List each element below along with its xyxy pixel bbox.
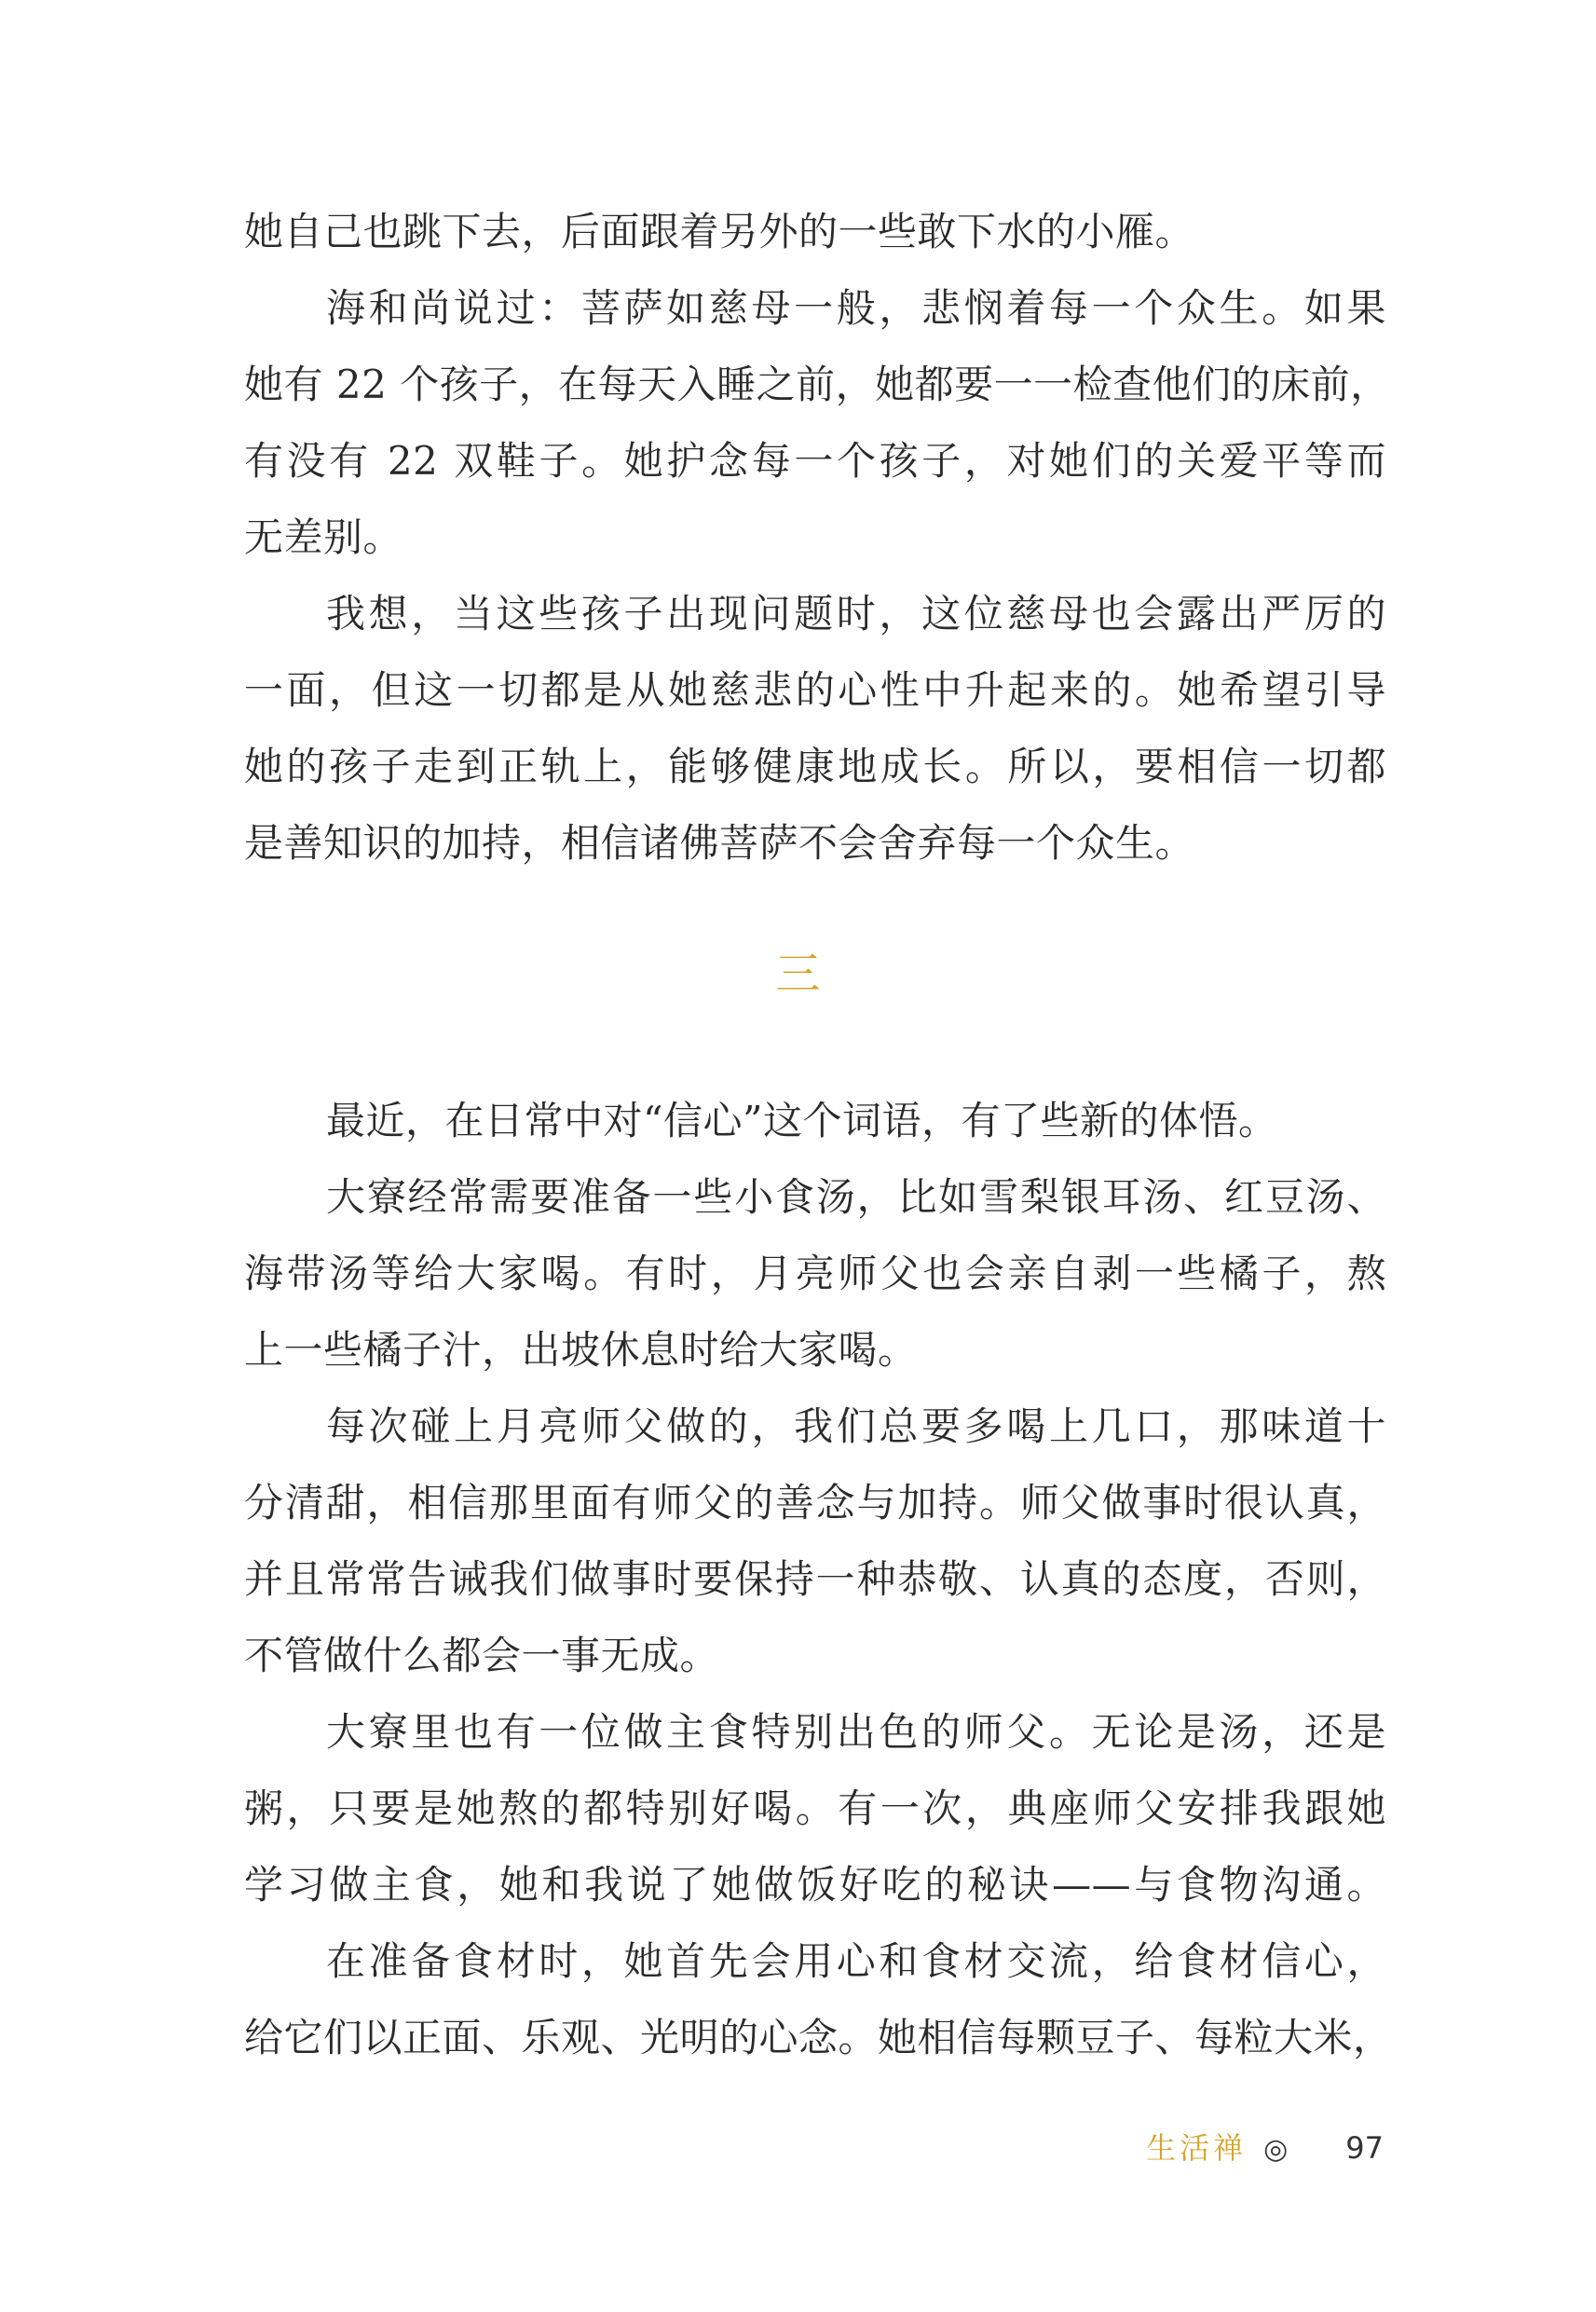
text-line: 大寮里也有一位做主食特别出色的师父。无论是汤，还是 [326, 1709, 1386, 1755]
text-line: 上一些橘子汁，出坡休息时给大家喝。 [244, 1327, 918, 1373]
text-line: 无差别。 [244, 514, 403, 560]
text-line: 她的孩子走到正轨上，能够健康地成长。所以，要相信一切都 [244, 744, 1386, 789]
text-line: 有没有 22 双鞋子。她护念每一个孩子，对她们的关爱平等而 [244, 438, 1386, 484]
text-line: 在准备食材时，她首先会用心和食材交流，给食材信心， [326, 1938, 1386, 1984]
text-line: 不管做什么都会一事无成。 [244, 1633, 720, 1678]
text-line: 她自己也跳下去，后面跟着另外的一些敢下水的小雁。 [244, 209, 1195, 254]
text-line: 每次碰上月亮师父做的，我们总要多喝上几口，那味道十 [326, 1403, 1386, 1449]
text-line: 给它们以正面、乐观、光明的心念。她相信每颗豆子、每粒大米， [244, 2015, 1393, 2060]
text-line: 学习做主食，她和我说了她做饭好吃的秘诀——与食物沟通。 [244, 1862, 1386, 1908]
footer-mark-icon: ◎ [1263, 2133, 1289, 2166]
text-line: 一面，但这一切都是从她慈悲的心性中升起来的。她希望引导 [244, 667, 1386, 713]
text-line: 最近，在日常中对“信心”这个词语，有了些新的体悟。 [326, 1098, 1278, 1143]
footer-book-title: 生活禅 [1146, 2130, 1248, 2166]
page-footer [1146, 2120, 1384, 2176]
text-line: 粥，只要是她熬的都特别好喝。有一次，典座师父安排我跟她 [244, 1785, 1386, 1831]
text-line: 海和尚说过：菩萨如慈母一般，悲悯着每一个众生。如果 [326, 285, 1386, 331]
text-line: 我想，当这些孩子出现问题时，这位慈母也会露出严厉的 [326, 591, 1386, 636]
text-line: 大寮经常需要准备一些小食汤，比如雪梨银耳汤、红豆汤、 [326, 1174, 1386, 1220]
text-line: 并且常常告诫我们做事时要保持一种恭敬、认真的态度，否则， [244, 1556, 1386, 1602]
section-heading: 三 [775, 948, 821, 1000]
page-number: 97 [1345, 2130, 1384, 2166]
text-line: 分清甜，相信那里面有师父的善念与加持。师父做事时很认真， [244, 1480, 1386, 1525]
text-line: 是善知识的加持，相信诸佛菩萨不会舍弃每一个众生。 [244, 820, 1195, 866]
text-line: 她有 22 个孩子，在每天入睡之前，她都要一一检查他们的床前， [244, 362, 1390, 407]
text-line: 海带汤等给大家喝。有时，月亮师父也会亲自剥一些橘子，熬 [244, 1251, 1386, 1296]
